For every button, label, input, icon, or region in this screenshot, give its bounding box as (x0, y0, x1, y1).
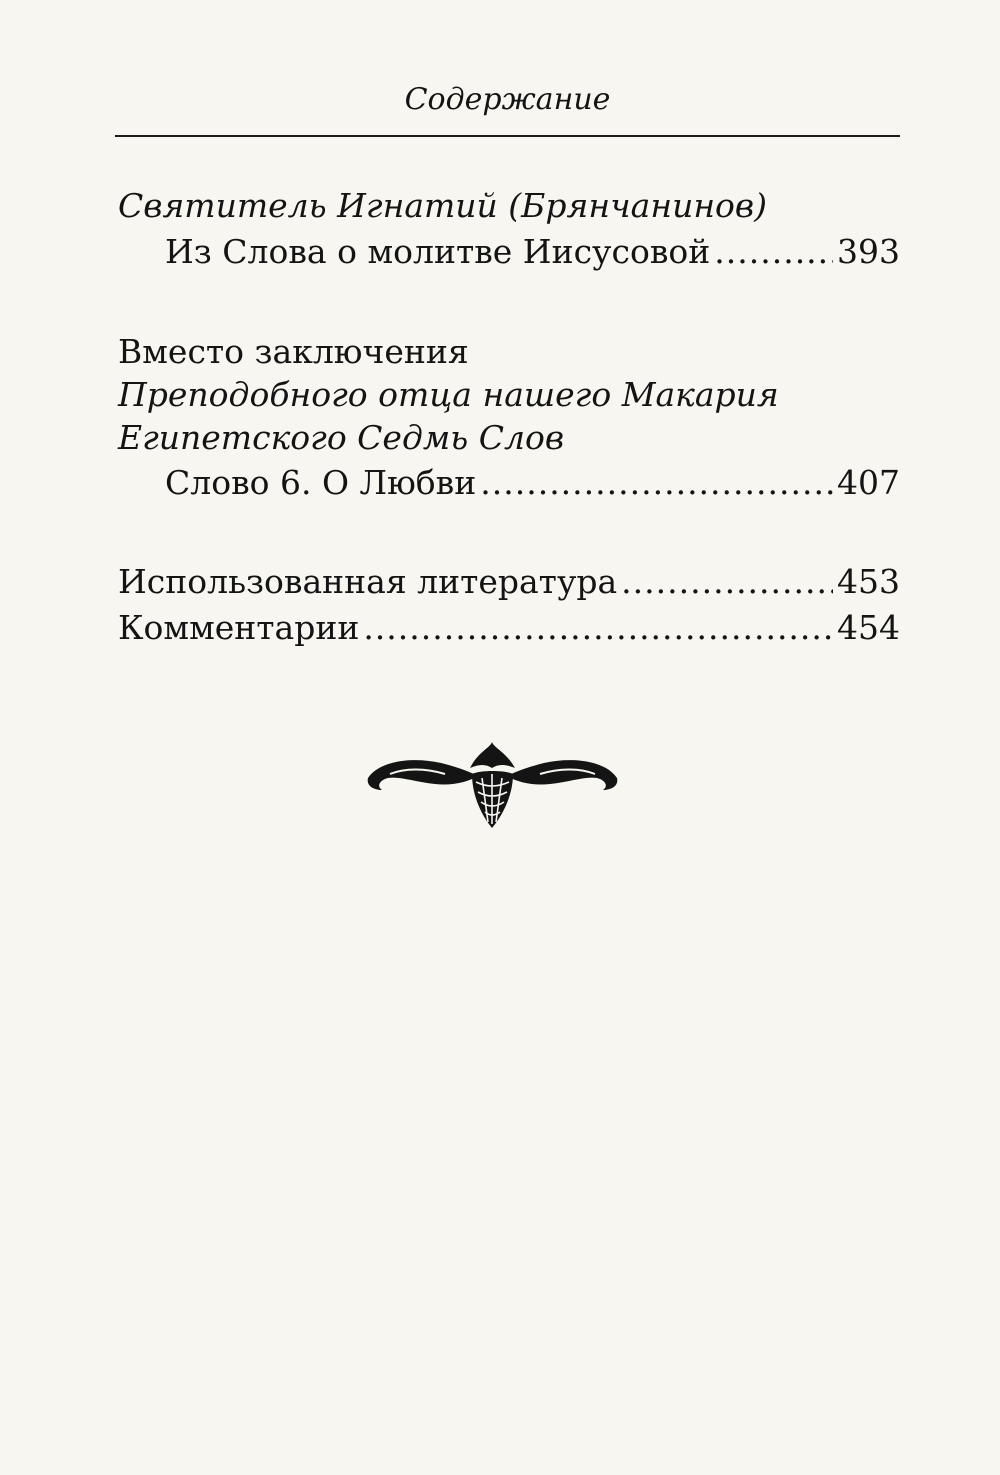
toc-entry (165, 232, 900, 272)
toc-entry-page: 393 (837, 232, 900, 271)
toc-entry (118, 562, 900, 602)
toc-author: Святитель Игнатий (Брянчанинов) (118, 186, 768, 225)
toc-section-heading: Вместо заключения (118, 332, 469, 371)
toc-leader-dots (363, 608, 833, 648)
toc-entry (165, 463, 900, 503)
toc-leader-dots (714, 232, 833, 272)
toc-entry-page: 454 (837, 608, 900, 647)
running-head: Содержание (404, 82, 611, 117)
toc-entry (118, 608, 900, 648)
header-rule (115, 135, 900, 137)
toc-subheading-line: Преподобного отца нашего Макария (118, 375, 779, 414)
toc-entry-page: 453 (837, 562, 900, 601)
toc-entry-title: Использованная литература (118, 562, 618, 601)
toc-subheading-line: Египетского Седмь Слов (118, 418, 565, 457)
toc-entry-title: Из Слова о молитве Иисусовой (165, 232, 711, 271)
toc-entry-title: Слово 6. О Любви (165, 463, 477, 502)
toc-leader-dots (621, 562, 833, 602)
toc-entry-page: 407 (837, 463, 900, 502)
toc-leader-dots (480, 463, 833, 503)
toc-entry-title: Комментарии (118, 608, 360, 647)
fleuron-ornament-icon (360, 738, 625, 833)
